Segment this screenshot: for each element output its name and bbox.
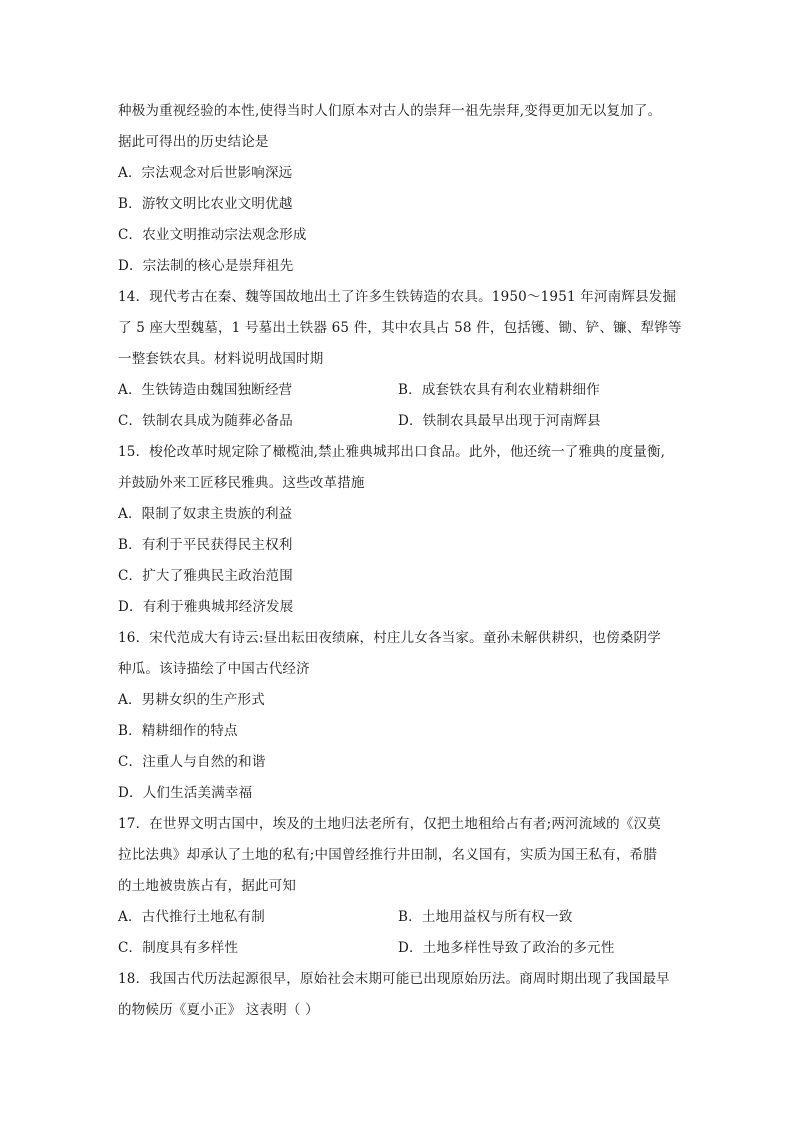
question-14	[118, 282, 688, 437]
option-c: C．注重人与自然的和谐	[118, 754, 266, 770]
question-17	[118, 809, 688, 964]
option-b: B．土地用益权与所有权一致	[398, 909, 573, 925]
option-row	[118, 375, 688, 406]
question-text-line: 16．宋代范成大有诗云:昼出耘田夜绩麻，村庄儿女各当家。童孙未解供耕织，也傍桑阴学	[118, 630, 661, 646]
question-text-line: 的物候历《夏小正》 这表明（ ）	[118, 1002, 319, 1018]
option-a: A．宗法观念对后世影响深远	[118, 165, 293, 181]
question-13	[118, 96, 688, 282]
question-text-line: 了 5 座大型魏墓，1 号墓出土铁器 65 件，其中农具占 58 件，包括镬、锄、铲、镰、犁铧等	[118, 320, 682, 336]
option-a: A．男耕女织的生产形式	[118, 692, 265, 708]
option-d: D．宗法制的核心是崇拜祖先	[118, 258, 294, 274]
question-15	[118, 437, 688, 623]
option-c: C．扩大了雅典民主政治范围	[118, 568, 293, 584]
question-18	[118, 964, 688, 1026]
question-text-line: 一整套铁农具。材料说明战国时期	[118, 351, 324, 367]
option-b: B．游牧文明比农业文明优越	[118, 196, 293, 212]
option-c: C．制度具有多样性	[118, 940, 239, 956]
question-text-line: 拉比法典》却承认了土地的私有;中国曾经推行井田制，名义国有，实质为国王私有，希腊	[118, 847, 658, 863]
question-16	[118, 623, 688, 809]
option-d: D．人们生活美满幸福	[118, 785, 253, 801]
option-c: C．农业文明推动宗法观念形成	[118, 227, 307, 243]
question-text-line: 18．我国古代历法起源很早，原始社会末期可能已出现原始历法。商周时期出现了我国最早	[118, 971, 670, 987]
option-row	[118, 406, 688, 437]
option-a: A．古代推行土地私有制	[118, 909, 265, 925]
option-a: A．限制了奴隶主贵族的利益	[118, 506, 293, 522]
option-b: B．精耕细作的特点	[118, 723, 238, 739]
option-row	[118, 933, 688, 964]
option-c: C．铁制农具成为随葬必备品	[118, 413, 293, 429]
option-b: B．有利于平民获得民主权利	[118, 537, 293, 553]
exam-page	[118, 96, 688, 1026]
option-row	[118, 902, 688, 933]
question-text-line: 种瓜。该诗描绘了中国古代经济	[118, 661, 310, 677]
question-text-line: 并鼓励外来工匠移民雅典。这些改革措施	[118, 475, 365, 491]
question-text-line: 据此可得出的历史结论是	[118, 134, 269, 150]
question-text-line: 17．在世界文明古国中，埃及的土地归法老所有，仅把土地租给占有者;两河流域的《汉莫	[118, 816, 661, 832]
option-a: A．生铁铸造由魏国独断经营	[118, 382, 293, 398]
option-d: D．铁制农具最早出现于河南辉县	[398, 413, 601, 429]
option-b: B．成套铁农具有利农业精耕细作	[398, 382, 600, 398]
question-text-line: 15．梭伦改革时规定除了橄榄油,禁止雅典城邦出口食品。此外，他还统一了雅典的度量衡,	[118, 444, 666, 460]
question-text-line: 14．现代考古在秦、魏等国故地出土了许多生铁铸造的农具。1950～1951 年河南辉县发掘	[118, 289, 677, 305]
option-d: D．有利于雅典城邦经济发展	[118, 599, 294, 615]
question-text-line: 种极为重视经验的本性,使得当时人们原本对古人的崇拜一祖先崇拜,变得更加无以复加了。	[118, 103, 662, 119]
option-d: D．土地多样性导致了政治的多元性	[398, 940, 615, 956]
question-text-line: 的土地被贵族占有，据此可知	[118, 878, 297, 894]
